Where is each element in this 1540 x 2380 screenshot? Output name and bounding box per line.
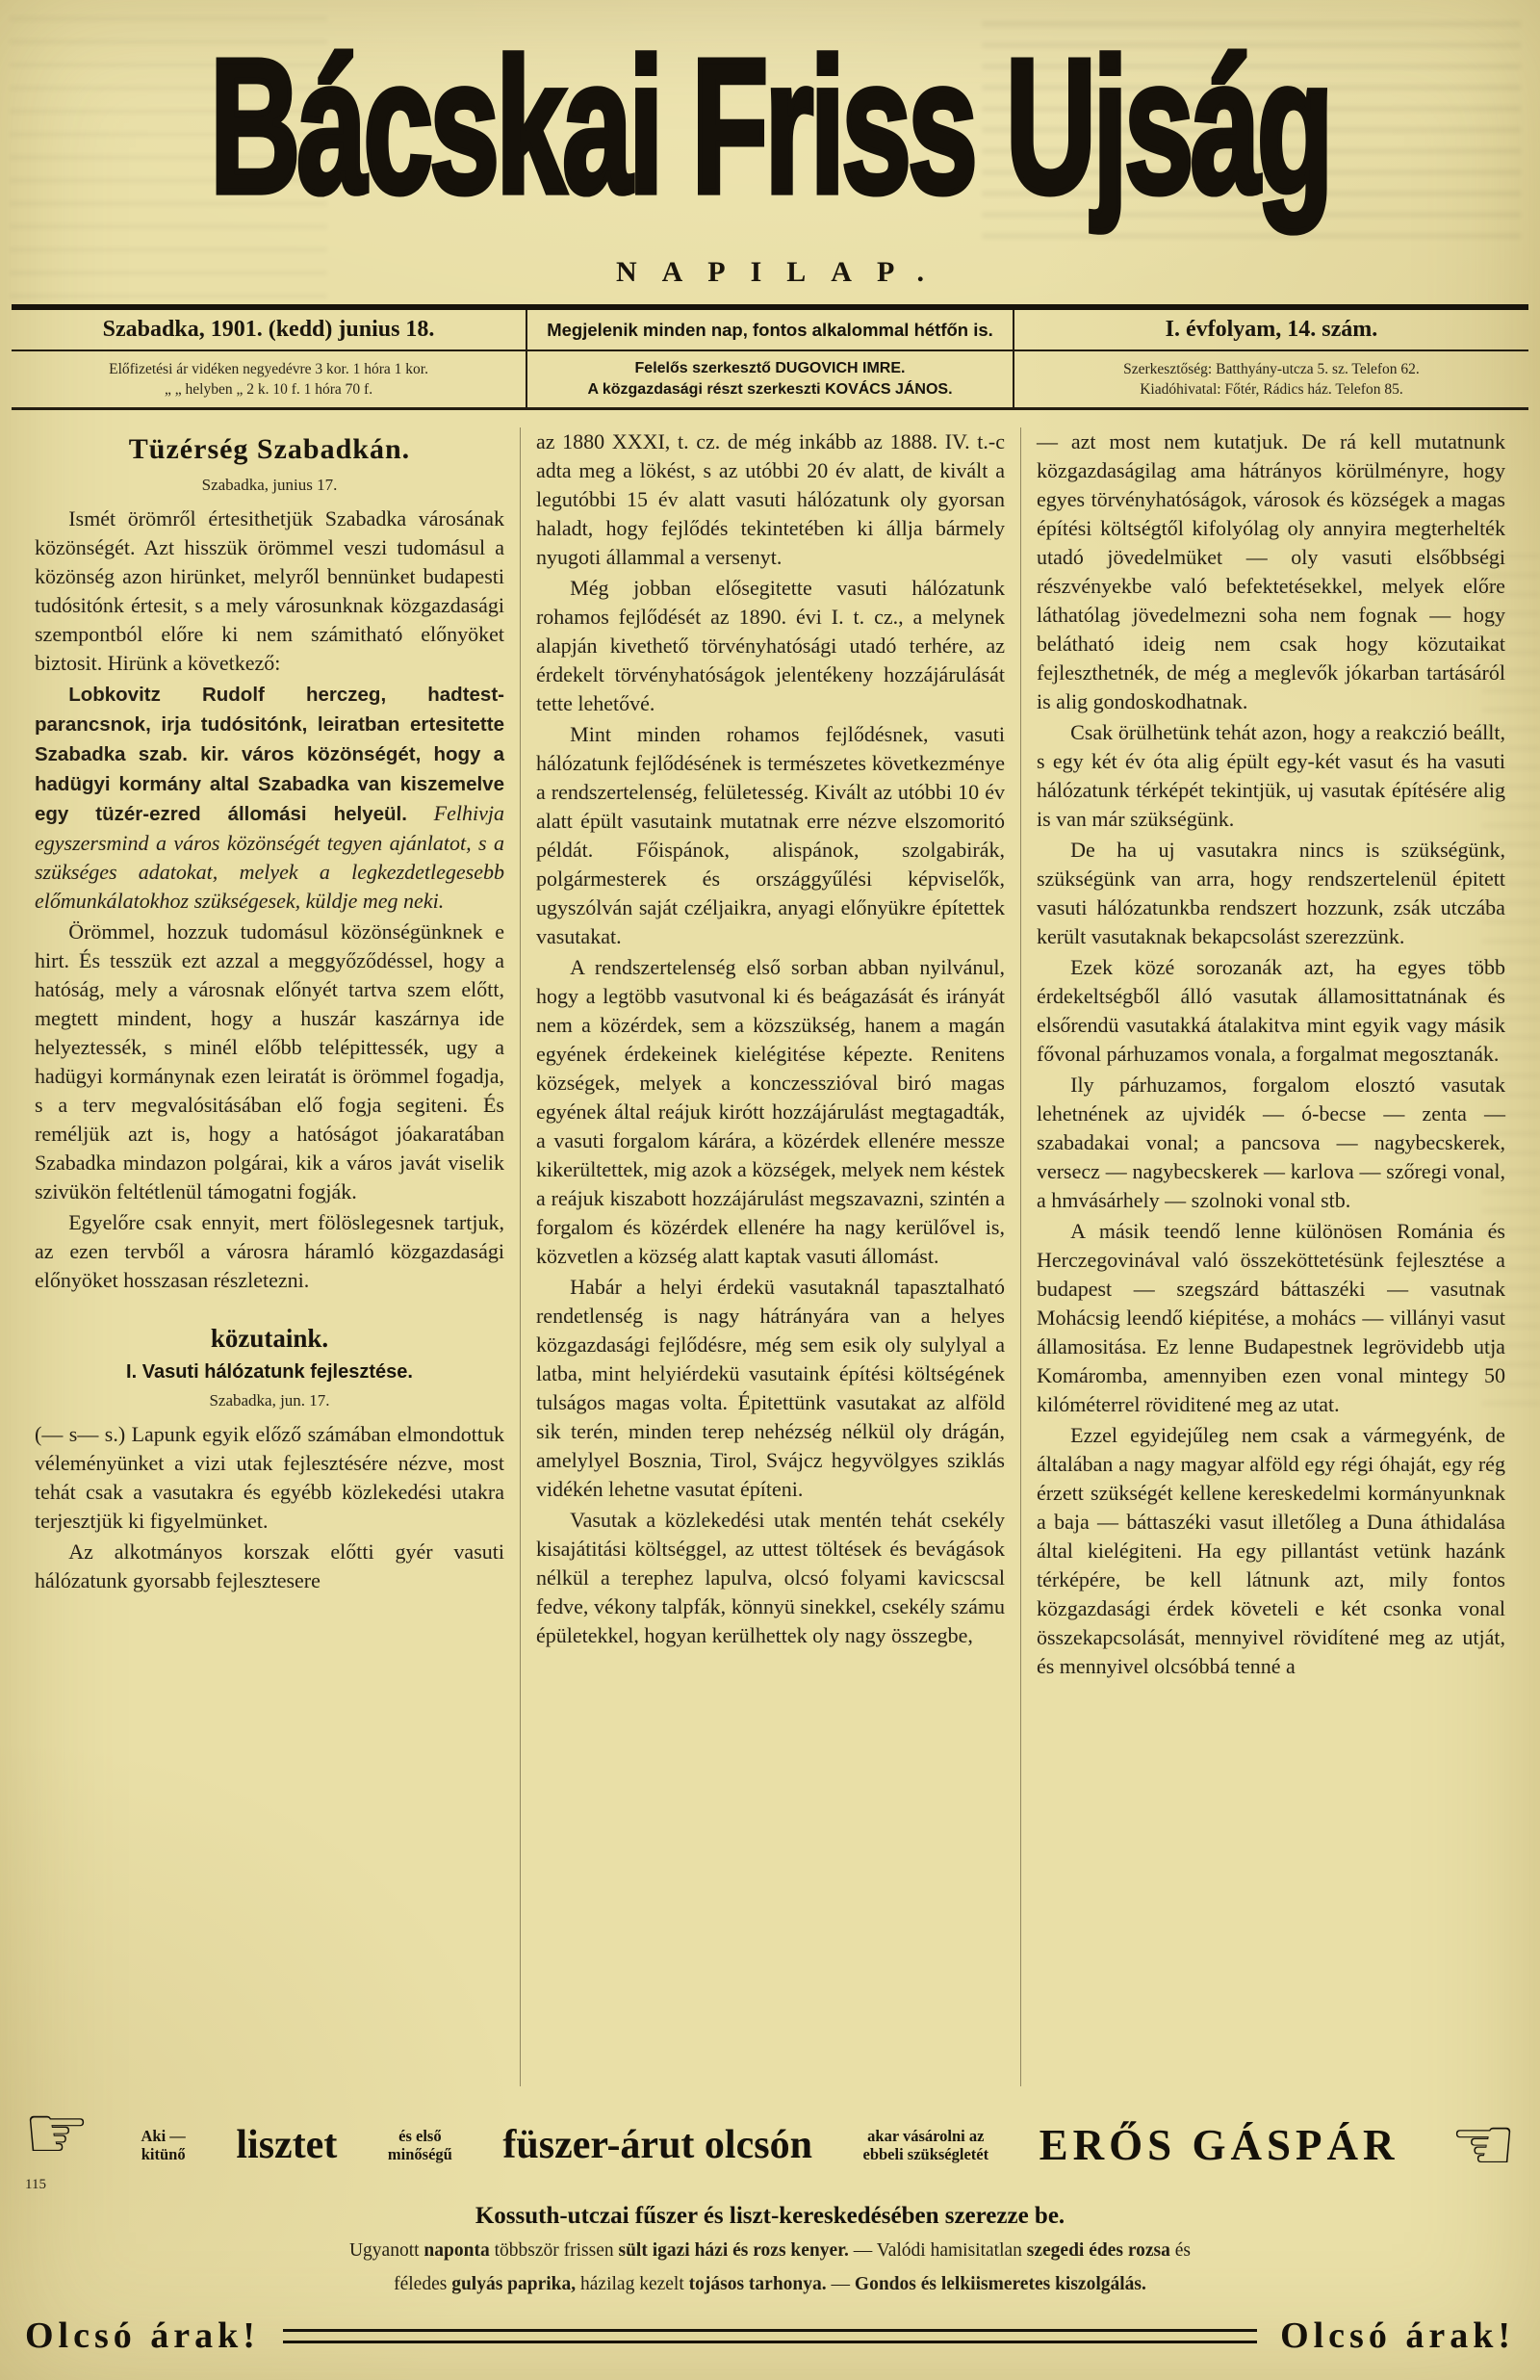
ad-merchant-name: ERŐS GÁSPÁR <box>1039 2120 1399 2169</box>
ad-small-line: akar vásárolni az <box>867 2126 985 2145</box>
pointing-hand-left-icon: ☜ <box>1450 2101 1517 2188</box>
newspaper-subtitle: NAPILAP. <box>615 256 950 288</box>
subscription-line-1: Előfizetési ár vidéken negyedévre 3 kor. 1 hóra 1 kor. <box>109 361 428 377</box>
ad-desc-text-bold: tojásos tarhonya. <box>688 2274 827 2294</box>
ad-desc-text-bold: gulyás paprika, <box>451 2274 577 2294</box>
masthead <box>0 0 1540 289</box>
dateline: Szabadka, junius 17. <box>201 476 338 494</box>
paragraph: De ha uj vasutakra nincs is szükségünk, szükségünk van arra, hogy rendszertelenül épitett vasuti hálózatunkba rendszert hozzunk, zsák utczába került vasutaknak bekapcsolást szerezzünk. <box>1036 838 1505 948</box>
header-row-primary <box>12 310 1528 351</box>
ad-small-text-2 <box>388 2127 452 2163</box>
ad-product-2: füszer-árut olcsón <box>502 2122 812 2167</box>
column-1 <box>19 427 520 2086</box>
cheap-prices-row <box>25 2315 1515 2357</box>
article-columns <box>19 427 1521 2086</box>
column-3 <box>1020 427 1521 2086</box>
ad-desc-text: házilag kezelt <box>576 2274 689 2294</box>
subscription-info-cell <box>12 351 527 407</box>
editor-info-cell <box>527 351 1014 407</box>
ad-desc-text-bold: szegedi édes rozsa <box>1026 2240 1170 2261</box>
header-row-secondary <box>12 351 1528 410</box>
paragraph-continuation: az 1880 XXXI, t. cz. de még inkább az 1888. IV. t.-c adta meg a lökést, s az utóbbi 20 év alatt, de kivált a legutóbbi 15 év alatt vasuti hálózatunk oly gyorsan haladt, hogy fejlődés tekintetében ki állja bármely nyugoti állammal a versenyt. <box>535 429 1005 569</box>
column-2 <box>520 427 1020 2086</box>
volume-issue-number: I. évfolyam, 14. szám. <box>1165 317 1378 342</box>
paragraph: Habár a helyi érdekü vasutaknál tapasztalható rendetlenség is nagy hátrányára van a helyes közgazdasági fejlődésre, még sem esik oly sulylyal a latba, mint helyiérdekü vasutaink építési költségének tulságos magas volta. Épitettünk vasutakat az alföld sik terén, minden terep nehézség nélkül oly drágán, amelylyel Bosznia, Tirol, Svájcz hegyvölgyes sziklás vidékén lehetne vasutat építeni. <box>535 1275 1005 1501</box>
paragraph: Az alkotmányos korszak előtti gyér vasuti hálózatunk gyorsabb fejlesztesere <box>35 1539 504 1592</box>
paragraph: A rendszertelenség első sorban abban nyilvánul, hogy a legtöbb vasutvonal ki és beágazását és irányát nem a közérdek, sem a közszükség, hanem a magán egyének érdekeinek kielégitése képezte. Renitens községek, melyek a konczesszióval biró magas egyének által reájuk kirótt hozzájárulást megtagadták, a vasuti forgalom kárára, a közérdek ellenére messze kikerültettek, mig azok a községek, melyek nem késtek a reájuk kiszabott hozzájárulást megszavazni, szintén a forgalom és közérdek ellenére ha nagy kerülővel is, közvetlen a község alatt kaptak vasuti állomást. <box>535 955 1005 1268</box>
paragraph: Még jobban elősegitette vasuti hálózatunk rohamos fejlődését az 1890. évi I. t. cz., a melynek alapján kivethető törvényhatósági utadó terhére, az érdekelt törvényhatóságok jelentékeny hozzájárulását tette lehetővé. <box>535 576 1005 715</box>
ad-small-line: kitünő <box>141 2144 186 2163</box>
publish-frequency: Megjelenik minden nap, fontos alkalommal hétfőn is. <box>547 319 993 340</box>
ad-product-1: lisztet <box>236 2122 338 2167</box>
ad-small-line: és első <box>398 2126 442 2145</box>
hand-left-group <box>23 2090 90 2193</box>
office-line-1: Szerkesztőség: Batthyány-utcza 5. sz. Telefon 62. <box>1123 361 1420 377</box>
pointing-hand-right-icon: ☞ <box>23 2090 90 2177</box>
paragraph: Mint minden rohamos fejlődésnek, vasuti hálózatunk fejlődésének is természetes következménye a rendszertelenség, felületesség. Kivált az utóbbi 10 év alatt épült vasutaink mutatnak erre nézve elszomoritó példát. Főispánok, alispánok, szolgabirák, polgármesterek és országgyűlési képviselők, ugyszólván saját czéljaikra, anyagi előnyükre építettek vasutakat. <box>535 722 1005 948</box>
subscription-line-2: „ „ helyben „ 2 k. 10 f. 1 hóra 70 f. <box>165 381 373 398</box>
paragraph: Vasutak a közlekedési utak mentén tehát csekély kisajátitási költséggel, az uttest töltések és bevágások nélkül a terephez lapulva, olcsó folyami kavicscsal fedve, vékony talpfák, könnyü sinekkel, csekély számu épületekkel, hogyan kerülhettek oly nagy összegbe, <box>535 1508 1005 1647</box>
ad-number: 115 <box>25 2177 46 2192</box>
newspaper-title: Bácskai Friss Ujság <box>210 20 1330 234</box>
section-subtitle: I. Vasuti hálózatunk fejlesztése. <box>126 1361 413 1383</box>
advertisement-section <box>0 2086 1540 2380</box>
paragraph: Egyelőre csak ennyit, mert fölöslegesnek tartjuk, az ezen tervből a városra háramló közgazdasági előnyöket hosszasan részletezni. <box>35 1210 504 1292</box>
ad-small-line: ebbeli szükségletét <box>862 2144 989 2163</box>
ad-desc-text-bold: sült igazi házi és rozs kenyer. <box>618 2240 849 2261</box>
paragraph-continuation: — azt most nem kutatjuk. De rá kell mutatnunk közgazdaságilag ama hátrányos körülményre, hogy egyes törvényhatóságok, városok és községek a magas építési költségtől kifolyólag oly annyira megterhelték utadó jövedelmüket — oly vasuti elsőbbségi részvényekbe való befektetésekkel, melyek előre láthatólag jövedelmezni soha nem fognak — hogy belátható ideig nem csak hogy közutaikat fejleszthetnék, de még a meglevők jókarban tartásáról is alig gondoskodhatnak. <box>1036 429 1505 713</box>
paragraph: Ezzel egyidejűleg nem csak a vármegyénk, de általában a nagy magyar alföld egy régi óhaját, egy rég érzett szükségét kellene kereskedelmi kormányunknak a baja — báttaszéki vasut illetőleg a Duna áthidalása által kielégiteni. Ha egy pillantást vetünk hazánk térképére, be kell látnunk azt, mily fontos közgazdasági érdek követeli e két csonka vonal összekapcsolását, mennyivel rövidítené meg az utját, és mennyivel olcsóbbá tenné a <box>1036 1423 1505 1678</box>
issue-date: Szabadka, 1901. (kedd) junius 18. <box>102 317 435 342</box>
paragraph: Örömmel, hozzuk tudomásul közönségünknek e hirt. És tesszük ezt azzal a meggyőződéssel, hogy a hatóság, mely a városnak előnyét tartva szem előtt, megtett mindent, hogy a huszár kaszárnya ide helyeztessék, s minél előbb telépittessék, ugy a hadügyi kormánynak ezen leiratát is örömmel fogadja, s a terv megvalósitásában elő fogja segiteni. És reméljük azt is, hogy a hatóságot jóakaratában Szabadka mindazon polgárai, kik a város javát viselik szivükön feltétlenül támogatni fogják. <box>35 919 504 1203</box>
cheap-prices-left: Olcsó árak! <box>25 2315 260 2356</box>
italic-text: Felhivja egyszersmind a város közönségét tegyen ajánlatot, s a szükséges adatokat, melyek a legkezdetlegesebb előmunkálatokhoz szükségesek, küldje meg neki. <box>35 801 504 913</box>
article-title: Tüzérség Szabadkán. <box>128 433 411 465</box>
ad-small-text-1 <box>141 2127 186 2163</box>
ad-description-line-2 <box>17 2271 1523 2297</box>
ad-desc-text-bold: Gondos és lelkiismeretes kiszolgálás. <box>854 2274 1146 2294</box>
paragraph: Csak örülhetünk tehát azon, hogy a reakczió beállt, s egy két év óta alig épült egy-két vasut és ha vasuti hálózatunk térképét tekintjük, uj vasutak építésére alig is van már szükségünk. <box>1036 720 1505 831</box>
horizontal-rule-lines <box>283 2329 1257 2343</box>
cheap-prices-right: Olcsó árak! <box>1280 2315 1515 2356</box>
ad-desc-text-bold: naponta <box>424 2240 495 2261</box>
dateline: Szabadka, jun. 17. <box>209 1391 330 1410</box>
paragraph: Ily párhuzamos, forgalom elosztó vasutak lehetnének az ujvidék — ó-becse — zenta — szabadakai vonal; a pancsova — nagybecskerek, versecz — nagybecskerek — karlova — szőregi vonal, a hmvásárhely — szolnoki vonal stb. <box>1036 1073 1505 1212</box>
header-date-cell <box>12 310 527 349</box>
ad-desc-text: — <box>826 2274 855 2294</box>
paragraph: Ezek közé sorozanák azt, ha egyes több érdekeltségből álló vasutak államosittatnának és elsőrendü vasutakká átalakitva mint egyik vagy másik fővonal párhuzamos vonala, a forgalmat megosztanák. <box>1036 955 1505 1066</box>
bold-announcement-text: Lobkovitz Rudolf herczeg, hadtest-parancsnok, irja tudósitónk, leiratban ertesitette Szabadka szab. kir. város közönségét, hogy a hadügyi kormány altal Szabadka van kiszemelve egy tüzér-ezred állomási helyeül. <box>35 684 504 825</box>
header-issue-cell <box>1014 310 1528 349</box>
paragraph: A másik teendő lenne különösen Románia és Herczegovinával való összeköttetésünk fejlesztése a budapest — szegszárd báttaszéki — vasutnak Mohácsig leendő kiépitése, a mohács — villányi vasut államositása. Ez lenne Budapestnek legrövidebb utja Komáromba, amennyiben ezen vonal mintegy 50 kilóméterrel röviditené meg az utat. <box>1036 1219 1505 1416</box>
ad-shop-address-line: Kossuth-utczai fűszer és liszt-kereskedésében szerezze be. <box>475 2203 1065 2229</box>
ad-small-line: Aki — <box>141 2126 186 2145</box>
ad-main-row <box>17 2090 1523 2193</box>
ad-desc-text: — Valódi hamisitatlan <box>848 2240 1027 2261</box>
ad-small-line: minőségű <box>387 2144 452 2163</box>
paragraph: Ismét örömről értesithetjük Szabadka városának közönségét. Azt hisszük örömmel veszi tudomásul a közönség azon hirünket, melyről bennünket budapesti tudósitónk értesit, s a mely városunknak közgazdasági szempontból előre ki nem számitható előnyöket biztosit. Hirünk a következő: <box>35 506 504 675</box>
paragraph: (— s— s.) Lapunk egyik előző számában elmondottuk véleményünket a vizi utak fejlesztésére nézve, most tehát csak a vasutakra és egyébb közlekedési utakra terjesztjük ki figyelmünket. <box>35 1422 504 1533</box>
ad-desc-text: és <box>1169 2240 1192 2261</box>
ad-desc-text: Ugyanott <box>348 2240 424 2261</box>
ad-description-line-1 <box>17 2238 1523 2264</box>
office-info-cell <box>1014 351 1528 407</box>
header-publish-cell <box>527 310 1014 349</box>
ad-small-text-3 <box>863 2127 989 2163</box>
office-line-2: Kiadóhivatal: Főtér, Rádics ház. Telefon 85. <box>1140 381 1403 398</box>
paragraph-emphasis <box>35 680 504 916</box>
ad-desc-text: többször frissen <box>494 2240 619 2261</box>
section-title: közutaink. <box>210 1324 329 1353</box>
editor-line-1: Felelős szerkesztő DUGOVICH IMRE. <box>634 360 906 376</box>
editor-line-2: A közgazdasági részt szerkeszti KOVÁCS JÁNOS. <box>587 381 953 398</box>
ad-desc-text: féledes <box>394 2274 452 2294</box>
